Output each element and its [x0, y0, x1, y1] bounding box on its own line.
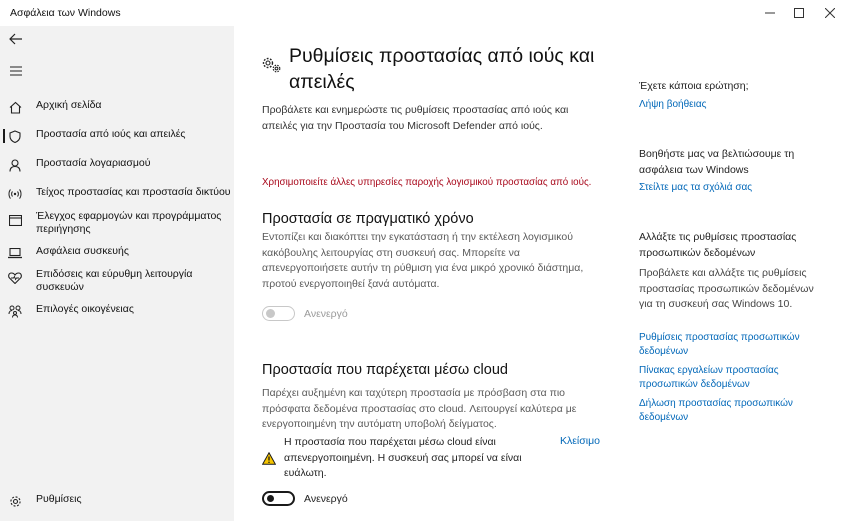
sidebar-item-label: Προστασία από ιούς και απειλές: [36, 128, 186, 140]
minimize-icon: [765, 8, 775, 18]
cloud-protection-text: Παρέχει αυξημένη και ταχύτερη προστασία με πρόσβαση στα πιο πρόσφατα δεδομένα προστασίας στο cloud. Λειτουργεί καλύτερα με ενεργοποιημένη την αυτόματη υποβολή δείγματος.: [262, 387, 577, 430]
shield-icon: [8, 129, 22, 143]
sidebar-item-family[interactable]: [0, 303, 234, 321]
main-content: [234, 26, 850, 521]
close-icon: [825, 8, 835, 18]
realtime-protection-toggle[interactable]: [262, 306, 295, 321]
laptop-icon: [8, 246, 22, 260]
sidebar-item-label: Ρυθμίσεις: [36, 493, 82, 505]
menu-button[interactable]: [6, 61, 26, 81]
sidebar-item-label: Έλεγχος εφαρμογών και προγράμματος περιήγησης: [36, 210, 222, 235]
sidebar-item-label: Επιδόσεις και εύρυθμη λειτουργία συσκευών: [36, 268, 193, 293]
sidebar-item-label: Αρχική σελίδα: [36, 99, 102, 111]
title-bar: [0, 0, 850, 26]
page-title: Ρυθμίσεις προστασίας από ιούς και απειλές: [289, 45, 595, 93]
home-icon: [8, 100, 22, 114]
realtime-toggle-label: Ανενεργό: [304, 308, 348, 320]
minimize-button[interactable]: [755, 0, 785, 26]
window-title: Ασφάλεια των Windows: [10, 7, 121, 19]
cloud-protection-toggle[interactable]: [262, 491, 295, 506]
back-button[interactable]: [6, 29, 26, 49]
dismiss-link[interactable]: Κλείσιμο: [560, 435, 600, 447]
settings-gears-icon: [262, 56, 282, 79]
feedback-link[interactable]: Στείλτε μας τα σχόλιά σας: [639, 182, 753, 193]
question-heading: Έχετε κάποια ερώτηση;: [639, 80, 749, 92]
get-help-link[interactable]: Λήψη βοήθειας: [639, 99, 707, 110]
wireless-icon: [8, 187, 22, 201]
sidebar-item-virus-protection[interactable]: [0, 128, 234, 146]
sidebar-item-settings[interactable]: [0, 493, 234, 511]
improve-heading: Βοηθήστε μας να βελτιώσουμε τη ασφάλεια των Windows: [639, 148, 795, 176]
sidebar-item-device-security[interactable]: [0, 245, 234, 263]
family-icon: [8, 304, 22, 318]
sidebar-item-label: Επιλογές οικογένειας: [36, 303, 134, 315]
heart-pulse-icon: [8, 271, 22, 285]
realtime-protection-text: Εντοπίζει και διακόπτει την εγκατάσταση ή την εκτέλεση λογισμικού κακόβουλης λειτουργίας στη συσκευή σας. Μπορείτε να απενεργοποιήσετε αυτήν τη ρύθμιση για ένα μικρό χρονικό διάστημα, προτού ενεργοποιηθεί ξανά αυτόματα.: [262, 231, 584, 290]
cloud-toggle-label: Ανενεργό: [304, 493, 348, 505]
privacy-statement-link[interactable]: Δήλωση προστασίας προσωπικών δεδομένων: [639, 398, 793, 423]
sidebar-item-app-browser[interactable]: [0, 210, 234, 238]
hamburger-icon: [10, 66, 22, 76]
gear-icon: [8, 494, 22, 508]
warning-icon: [262, 452, 276, 470]
maximize-icon: [794, 8, 804, 18]
sidebar-item-firewall[interactable]: [0, 186, 234, 204]
person-icon: [8, 158, 22, 172]
privacy-heading: Αλλάξτε τις ρυθμίσεις προστασίας προσωπικών δεδομένων: [639, 231, 797, 259]
sidebar-item-account[interactable]: [0, 157, 234, 175]
third-party-av-warning: Χρησιμοποιείτε άλλες υπηρεσίες παροχής λογισμικού προστασίας από ιούς.: [262, 177, 592, 188]
realtime-protection-title: Προστασία σε πραγματικό χρόνο: [262, 211, 474, 227]
privacy-text: Προβάλετε και αλλάξτε τις ρυθμίσεις προστασίας προσωπικών δεδομένων για τη συσκευή σας Windows 10.: [639, 267, 814, 310]
sidebar-item-home[interactable]: [0, 99, 234, 117]
privacy-dashboard-link[interactable]: Πίνακας εργαλείων προστασίας προσωπικών δεδομένων: [639, 365, 779, 390]
app-window-icon: [8, 213, 22, 227]
sidebar-item-label: Τείχος προστασίας και προστασία δικτύου: [36, 186, 231, 198]
back-arrow-icon: [9, 33, 23, 45]
page-description: Προβάλετε και ενημερώστε τις ρυθμίσεις προστασίας από ιούς και απειλές για την Προστασία του Microsoft Defender από ιούς.: [262, 104, 569, 132]
sidebar-item-label: Προστασία λογαριασμού: [36, 157, 151, 169]
privacy-settings-link[interactable]: Ρυθμίσεις προστασίας προσωπικών δεδομένων: [639, 332, 800, 357]
sidebar: [0, 26, 234, 521]
sidebar-item-label: Ασφάλεια συσκευής: [36, 245, 129, 257]
sidebar-item-health[interactable]: [0, 268, 234, 296]
close-button[interactable]: [815, 0, 845, 26]
cloud-protection-alert: Η προστασία που παρέχεται μέσω cloud είναι απενεργοποιημένη. Η συσκευή σας μπορεί να είναι ευάλωτη.: [284, 436, 522, 479]
maximize-button[interactable]: [784, 0, 814, 26]
cloud-protection-title: Προστασία που παρέχεται μέσω cloud: [262, 362, 508, 378]
